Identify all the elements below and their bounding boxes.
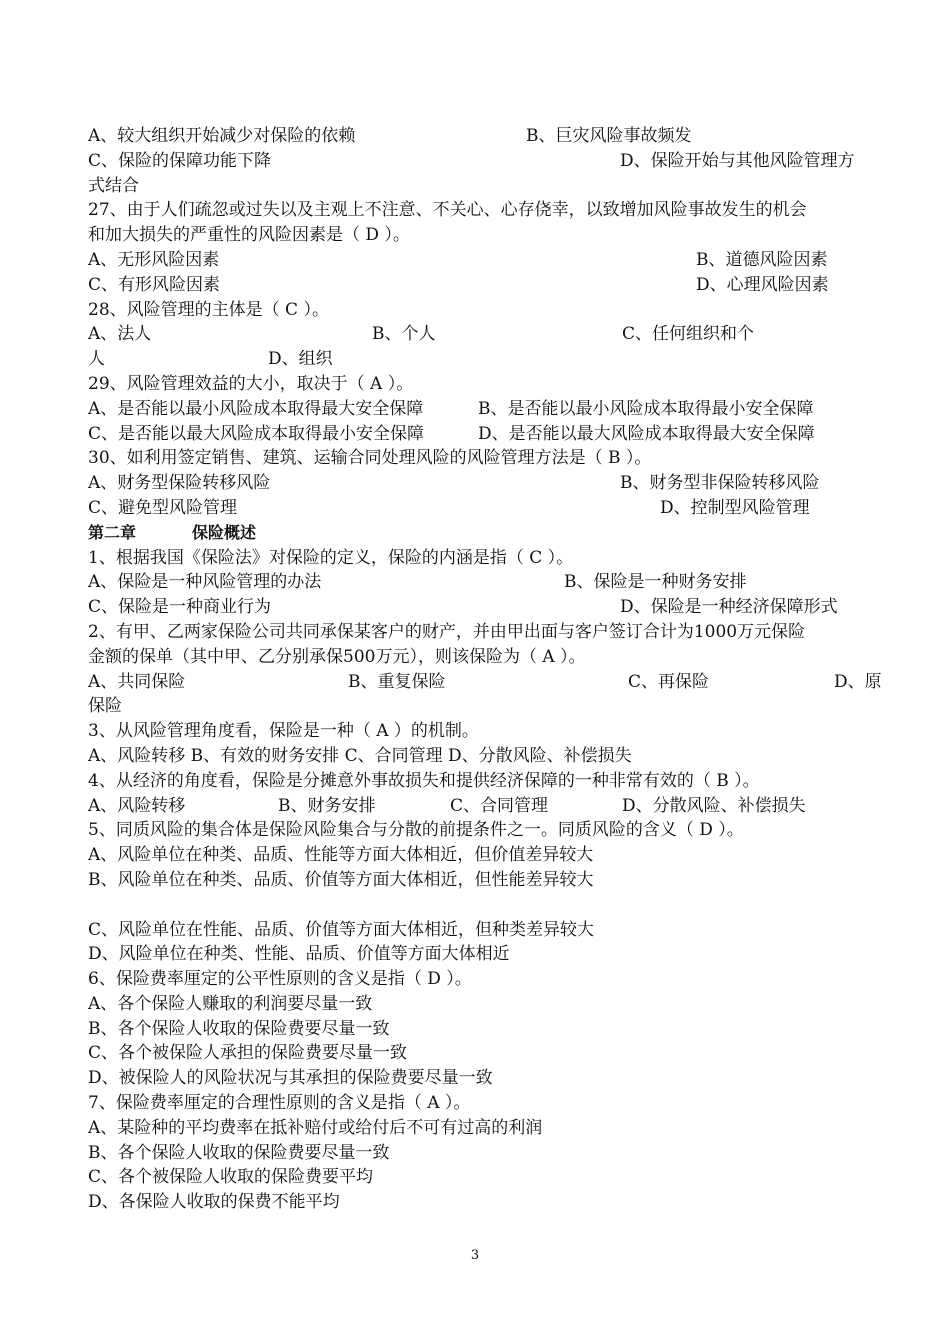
question-line <box>88 1091 888 1116</box>
option-text: C、是否能以最大风险成本取得最小安全保障 <box>88 423 425 444</box>
option-line <box>88 347 888 372</box>
question-text: 2、有甲、乙两家保险公司共同承保某客户的财产，并由甲出面与客户签订合计为1000万元保险 <box>88 621 806 642</box>
option-text: A、是否能以最小风险成本取得最大安全保障 <box>88 398 424 419</box>
option-text: C、保险的保障功能下降 <box>88 150 272 171</box>
text-line <box>88 694 888 719</box>
question-line <box>88 620 888 645</box>
option-line <box>88 570 888 595</box>
option-text: D、组织 <box>268 349 333 370</box>
question-line <box>88 769 888 794</box>
question-text: 29、风险管理效益的大小，取决于（ A ）。 <box>88 373 414 394</box>
option-text: D、原 <box>834 671 882 692</box>
question-text: 27、由于人们疏忽或过失以及主观上不注意、不关心、心存侥幸，以致增加风险事故发生的机会 <box>88 200 807 221</box>
option-text: D、是否能以最大风险成本取得最大安全保障 <box>478 423 815 444</box>
option-text: B、保险是一种财务安排 <box>564 572 747 593</box>
option-line <box>88 397 888 422</box>
option-text: D、心理风险因素 <box>696 274 829 295</box>
option-text: C、保险是一种商业行为 <box>88 597 272 618</box>
question-text: 和加大损失的严重性的风险因素是（ D ）。 <box>88 225 410 246</box>
option-text: B、个人 <box>372 324 436 345</box>
option-text: A、某险种的平均费率在抵补赔付或给付后不可有过高的利润 <box>88 1117 543 1138</box>
option-text: C、风险单位在性能、品质、价值等方面大体相近，但种类差异较大 <box>88 919 595 940</box>
option-text: C、各个被保险人收取的保险费要平均 <box>88 1167 374 1188</box>
option-line <box>88 1017 888 1042</box>
option-line <box>88 744 888 769</box>
option-text: A、风险转移 B、有效的财务安排 C、合同管理 D、分散风险、补偿损失 <box>88 745 632 766</box>
option-line <box>88 843 888 868</box>
option-text: D、控制型风险管理 <box>660 497 810 518</box>
option-text: C、各个被保险人承担的保险费要尽量一致 <box>88 1043 408 1064</box>
option-text: B、各个保险人收取的保险费要尽量一致 <box>88 1018 390 1039</box>
option-line <box>88 1116 888 1141</box>
option-line <box>88 1041 888 1066</box>
question-line <box>88 446 888 471</box>
option-text: B、财务安排 <box>278 795 376 816</box>
text-content: 保险 <box>88 696 122 717</box>
option-line <box>88 794 888 819</box>
option-line <box>88 322 888 347</box>
option-text: C、避免型风险管理 <box>88 497 238 518</box>
option-text: B、是否能以最小风险成本取得最小安全保障 <box>478 398 814 419</box>
option-text: B、道德风险因素 <box>696 249 828 270</box>
question-text: 5、同质风险的集合体是保险风险集合与分散的前提条件之一。同质风险的含义（ D ）。 <box>88 820 744 841</box>
option-text: D、各保险人收取的保费不能平均 <box>88 1192 340 1213</box>
option-line <box>88 868 888 893</box>
option-text: D、保险开始与其他风险管理方 <box>620 150 855 171</box>
option-text: A、无形风险因素 <box>88 249 220 270</box>
option-text: 人 <box>88 349 105 370</box>
option-text: C、合同管理 <box>450 795 549 816</box>
question-text: 4、从经济的角度看，保险是分摊意外事故损失和提供经济保障的一种非常有效的（ B ）。 <box>88 770 760 791</box>
option-text: D、分散风险、补偿损失 <box>622 795 806 816</box>
option-line <box>88 422 888 447</box>
option-line <box>88 595 888 620</box>
option-line <box>88 1165 888 1190</box>
question-line <box>88 198 888 223</box>
option-line <box>88 471 888 496</box>
chapter-number: 第二章 <box>88 522 137 542</box>
question-text: 30、如利用签定销售、建筑、运输合同处理风险的风险管理方法是（ B ）。 <box>88 448 652 469</box>
option-text: C、再保险 <box>628 671 710 692</box>
option-line <box>88 496 888 521</box>
question-text: 1、根据我国《保险法》对保险的定义，保险的内涵是指（ C ）。 <box>88 547 574 568</box>
question-line <box>88 372 888 397</box>
option-text: B、各个保险人收取的保险费要尽量一致 <box>88 1142 390 1163</box>
question-line <box>88 223 888 248</box>
option-line <box>88 1066 888 1091</box>
option-line <box>88 149 888 174</box>
option-text: A、保险是一种风险管理的办法 <box>88 572 322 593</box>
option-line <box>88 918 888 943</box>
text-line <box>88 174 888 199</box>
question-line <box>88 818 888 843</box>
chapter-heading <box>88 521 888 546</box>
question-text: 7、保险费率厘定的合理性原则的含义是指（ A ）。 <box>88 1093 471 1114</box>
blank-line <box>88 893 888 918</box>
option-line <box>88 1141 888 1166</box>
option-text: A、法人 <box>88 324 152 345</box>
text-content: 式结合 <box>88 175 139 196</box>
question-line <box>88 546 888 571</box>
option-line <box>88 273 888 298</box>
option-text: A、风险单位在种类、品质、性能等方面大体相近，但价值差异较大 <box>88 845 594 866</box>
question-text: 金额的保单（其中甲、乙分别承保500万元），则该保险为（ A ）。 <box>88 646 586 667</box>
question-text: 3、从风险管理角度看，保险是一种（ A ）的机制。 <box>88 721 479 742</box>
option-line <box>88 670 888 695</box>
option-text: A、各个保险人赚取的利润要尽量一致 <box>88 993 373 1014</box>
option-text: A、风险转移 <box>88 795 186 816</box>
chapter-title: 保险概述 <box>192 522 257 542</box>
question-line <box>88 645 888 670</box>
question-text: 28、风险管理的主体是（ C ）。 <box>88 299 329 320</box>
option-text: D、保险是一种经济保障形式 <box>620 597 838 618</box>
option-text: A、较大组织开始减少对保险的依赖 <box>88 126 356 146</box>
option-text: B、巨灾风险事故频发 <box>526 126 692 146</box>
option-line <box>88 124 888 149</box>
page-number: 3 <box>470 1248 480 1263</box>
option-text: C、有形风险因素 <box>88 274 221 295</box>
document-body <box>88 124 888 1215</box>
option-text: A、共同保险 <box>88 671 186 692</box>
option-line <box>88 942 888 967</box>
option-text: B、风险单位在种类、品质、价值等方面大体相近，但性能差异较大 <box>88 869 594 890</box>
option-text: C、任何组织和个 <box>622 324 755 345</box>
option-text: D、被保险人的风险状况与其承担的保险费要尽量一致 <box>88 1068 493 1089</box>
question-line <box>88 298 888 323</box>
option-line <box>88 992 888 1017</box>
option-line <box>88 1190 888 1215</box>
question-text: 6、保险费率厘定的公平性原则的含义是指（ D ）。 <box>88 969 472 990</box>
option-line <box>88 248 888 273</box>
question-line <box>88 967 888 992</box>
question-line <box>88 719 888 744</box>
option-text: D、风险单位在种类、性能、品质、价值等方面大体相近 <box>88 944 510 965</box>
option-text: B、财务型非保险转移风险 <box>620 473 820 494</box>
option-text: B、重复保险 <box>348 671 446 692</box>
option-text: A、财务型保险转移风险 <box>88 473 271 494</box>
